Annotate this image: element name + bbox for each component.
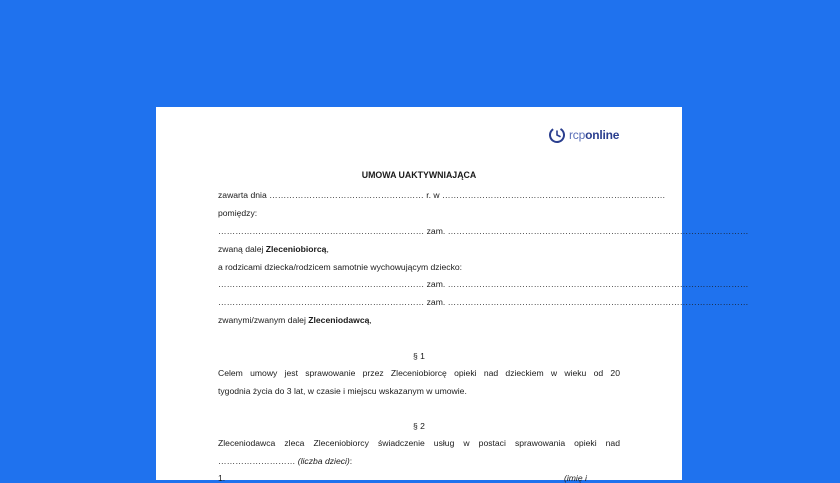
document-title: UMOWA UAKTYWNIAJĄCA: [361, 170, 477, 180]
section1-text-line1: Celem umowy jest sprawowanie przez Zleceniobiorcę opieki nad dzieckiem w wieku od 20: [218, 368, 620, 378]
contractor-definition: zwaną dalej Zleceniobiorcą,: [218, 244, 329, 254]
contractor-address-line: ……………………………………………………………… zam. ……………………………………………………………………………………………: [218, 226, 749, 236]
parent1-address-line: ……………………………………………………………… zam. ……………………………………………………………………………………………: [218, 279, 749, 289]
between-label: pomiędzy:: [218, 208, 258, 218]
rcponline-logo: [548, 126, 619, 144]
client-definition: zwanymi/zwanym dalej Zleceniodawcą,: [218, 315, 372, 325]
contract-date-line: zawarta dnia ……………………………………………… r. w ……………………………………………………………………: [218, 190, 666, 200]
section1-heading: § 1: [413, 351, 425, 361]
clock-icon: [548, 126, 566, 144]
section2-text-line3-number: 1.: [218, 473, 226, 483]
parents-line: a rodzicami dziecka/rodzicem samotnie wychowującym dziecko:: [218, 262, 463, 272]
section2-text-line2: ……………………… (liczba dzieci):: [218, 456, 353, 466]
section2-heading: § 2: [413, 421, 425, 431]
document-page: [156, 107, 749, 483]
section2-text-line1: Zleceniodawca zleca Zleceniobiorcy świadczenie usług w postaci sprawowania opieki nad: [218, 438, 620, 448]
logo-text: rcponline: [569, 128, 620, 142]
parent2-address-line: ……………………………………………………………… zam. ……………………………………………………………………………………………: [218, 297, 749, 307]
section1-text-line2: tygodnia życia do 3 lat, w czasie i miejscu wskazanym w umowie.: [218, 386, 467, 396]
section2-text-line3-note: (imię i: [564, 473, 587, 483]
